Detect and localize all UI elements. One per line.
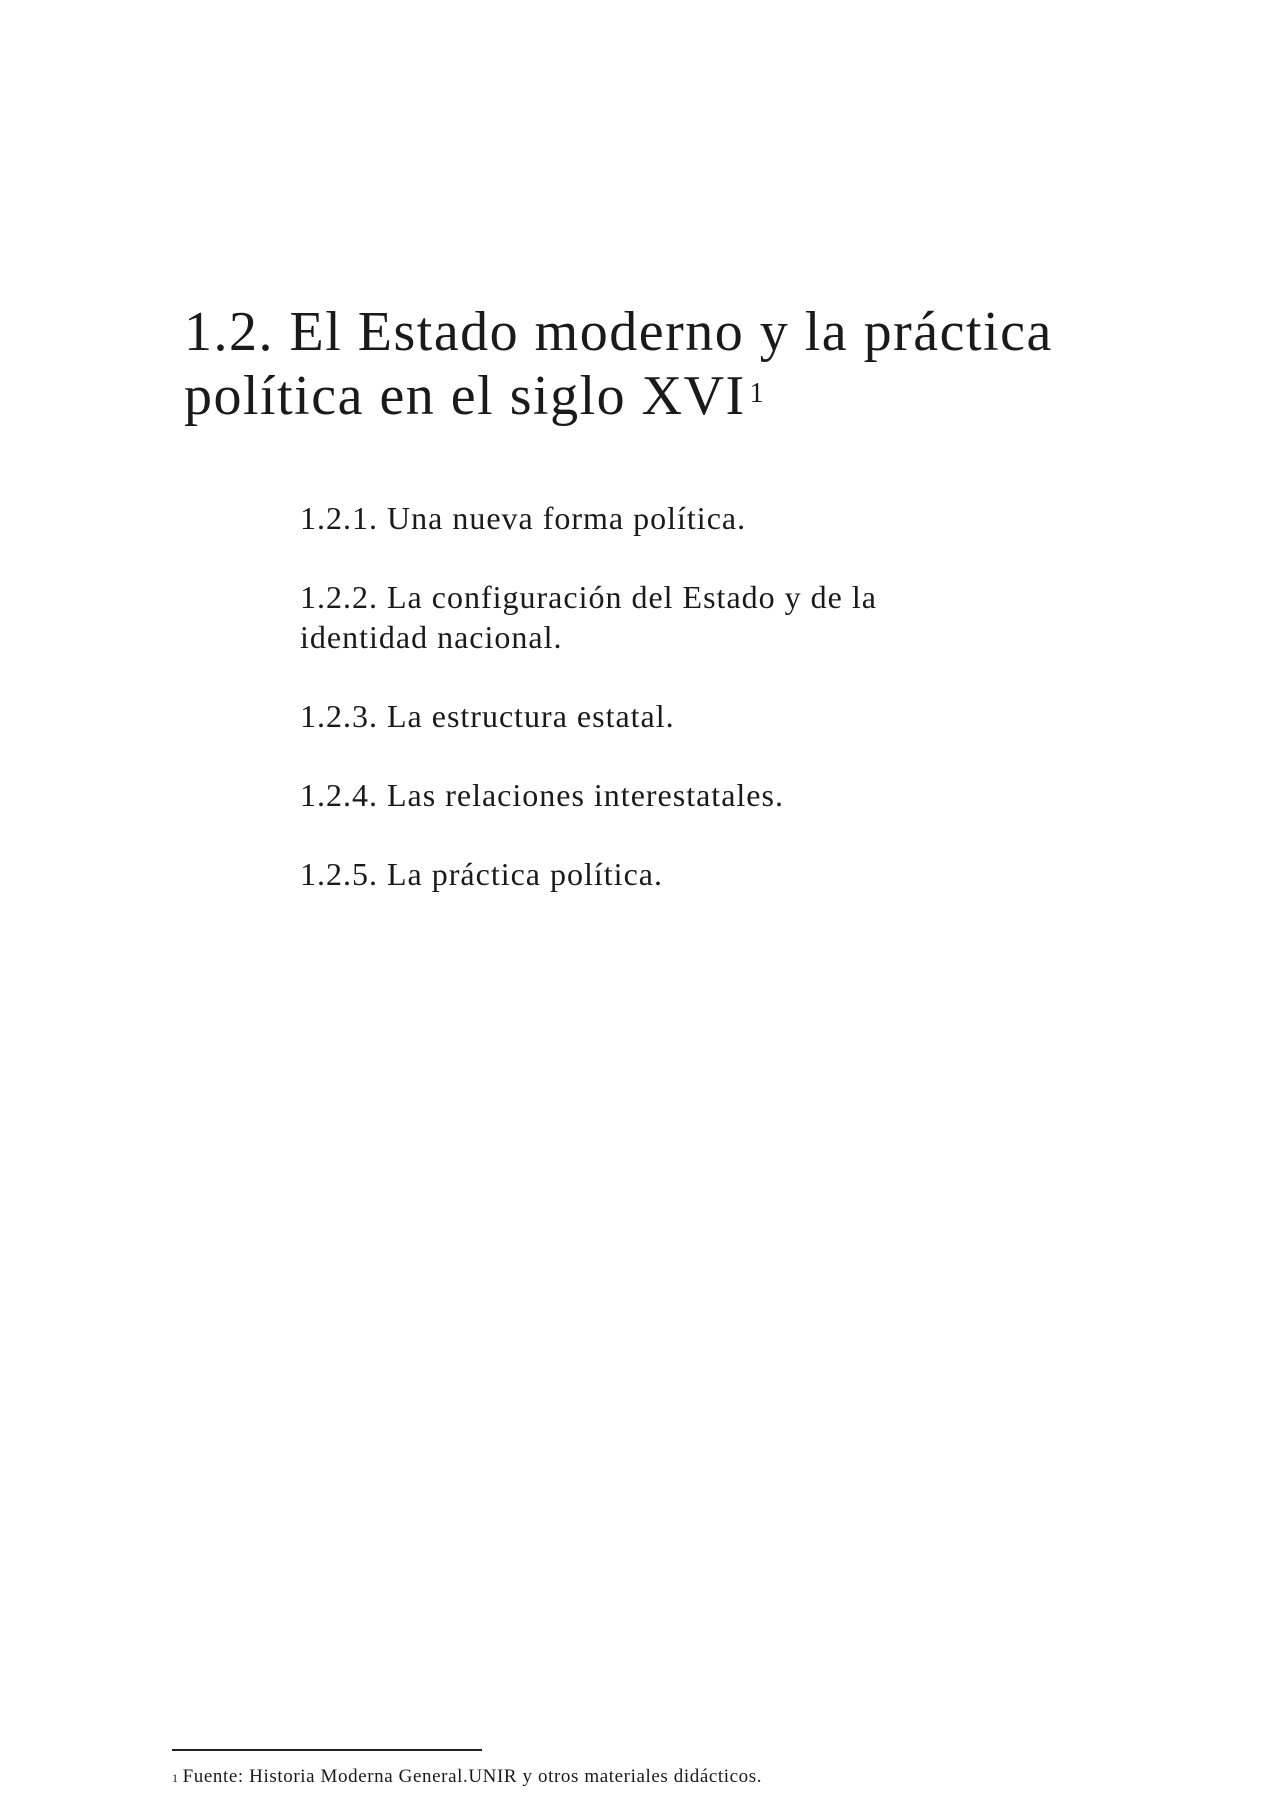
footnote-text: Fuente: Historia Moderna General.UNIR y otros materiales didácticos. <box>182 1766 763 1787</box>
section-title <box>184 300 1124 428</box>
section-title-line-2: política en el siglo XVI <box>184 365 746 427</box>
subsection-item: 1.2.2. La configuración del Estado y de la identidad nacional. <box>300 579 877 655</box>
subsection-item: 1.2.1. Una nueva forma política. <box>300 500 747 536</box>
footnote-marker: 1 <box>172 1771 179 1785</box>
subsection-list <box>300 498 940 933</box>
subsection-item: 1.2.5. La práctica política. <box>300 856 663 892</box>
section-title-line-1: 1.2. El Estado moderno y la práctica <box>184 301 1053 363</box>
subsection-item: 1.2.4. Las relaciones interestatales. <box>300 777 784 813</box>
subsection-item: 1.2.3. La estructura estatal. <box>300 698 675 734</box>
footnote-reference[interactable]: 1 <box>749 378 764 409</box>
footnote <box>172 1765 1172 1789</box>
footnote-divider <box>172 1749 482 1751</box>
